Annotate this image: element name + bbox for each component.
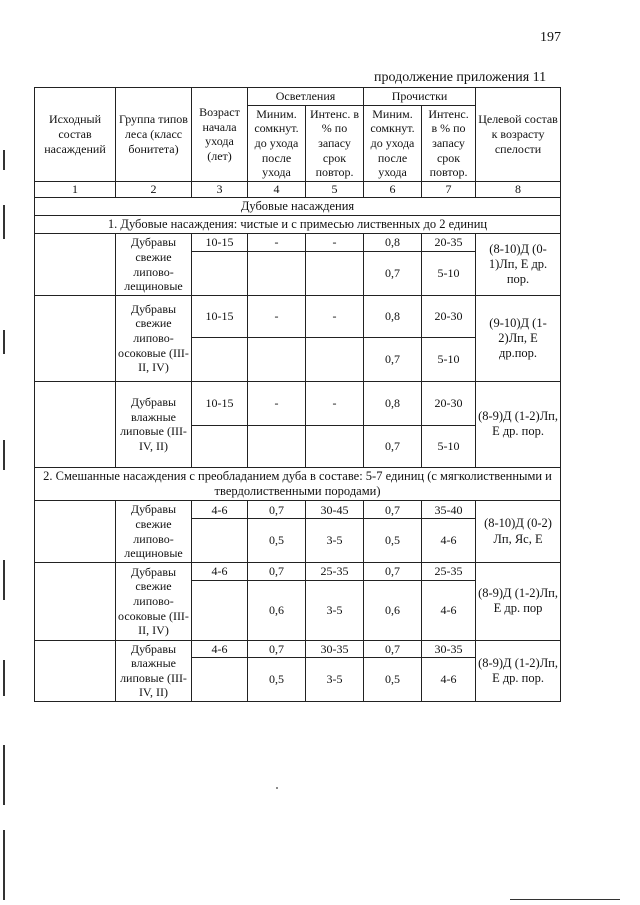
target-composition-cell: (8-9)Д (1-2)Лп, Е др. пор. [476,640,561,702]
section-title-row [35,197,561,215]
header-initial-composition: Исходный состав насаждений [35,88,116,182]
section2-title: 2. Смешанные насаждения с преобладанием дуба в составе: 5-7 единиц (с мягколиственными и твердолиственными породами) [35,467,561,501]
osv-min-cell [248,251,306,295]
target-composition-cell: (8-9)Д (1-2)Лп, Е др. пор [476,562,561,640]
osv-min-cell [248,337,306,381]
table-row [35,295,561,337]
start-age-cell: 4-6 [192,501,248,519]
osv-int-cell: 30-35 [306,640,364,658]
start-age-cell: 10-15 [192,295,248,337]
column-number: 6 [364,181,422,197]
appendix-caption: продолжение приложения 11 [374,70,547,85]
section1-title: 1. Дубовые насаждения: чистые и с примесью лиственных до 2 единиц [35,216,561,234]
initial-composition-cell [35,501,116,563]
pro-int-cell: 20-30 [422,295,476,337]
pro-int-cell: 5-10 [422,251,476,295]
thinning-table [34,87,561,702]
osv-int-cell: 25-35 [306,562,364,580]
initial-composition-cell [35,234,116,296]
forest-type-cell: Дубравы свежие липово-осоковые (III-II, IV) [116,295,192,381]
footer-rule [510,899,620,900]
pro-min-cell: 0,6 [364,580,422,640]
table-row [35,381,561,425]
pro-int-cell: 35-40 [422,501,476,519]
start-age-cell [192,251,248,295]
start-age-cell [192,658,248,702]
pro-min-cell: 0,5 [364,519,422,563]
osv-int-cell [306,337,364,381]
target-composition-cell: (8-10)Д (0-2) Лп, Яс, Е [476,501,561,563]
osv-min-cell: 0,7 [248,501,306,519]
osv-min-cell: - [248,234,306,252]
scan-edge-line [3,745,5,805]
header-pro-min-density: Миним. сомкнут. до ухода после ухода [364,105,422,181]
scan-edge-line [3,205,5,239]
initial-composition-cell [35,295,116,381]
column-number: 8 [476,181,561,197]
start-age-cell [192,337,248,381]
start-age-cell: 4-6 [192,640,248,658]
osv-int-cell: 30-45 [306,501,364,519]
pro-int-cell: 30-35 [422,640,476,658]
header-osv-min-density: Миним. сомкнут. до ухода после ухода [248,105,306,181]
pro-int-cell: 5-10 [422,425,476,467]
osv-int-cell [306,425,364,467]
osv-int-cell: - [306,234,364,252]
header-osvetleniya: Осветления [248,88,364,106]
osv-min-cell: 0,7 [248,562,306,580]
scan-edge-line [3,330,5,354]
pro-min-cell: 0,5 [364,658,422,702]
table-row [35,640,561,658]
table-row [35,501,561,519]
target-composition-cell: (8-9)Д (1-2)Лп, Е др. пор. [476,381,561,467]
table-row [35,562,561,580]
pro-min-cell: 0,7 [364,501,422,519]
header-forest-type-group: Группа типов леса (класс бонитета) [116,88,192,182]
forest-type-cell: Дубравы свежие липово-лещиновые [116,501,192,563]
section2-title-row [35,467,561,501]
pro-int-cell: 4-6 [422,658,476,702]
pro-min-cell: 0,7 [364,562,422,580]
scan-edge-line [3,150,5,170]
initial-composition-cell [35,640,116,702]
pro-int-cell: 4-6 [422,519,476,563]
osv-min-cell: 0,6 [248,580,306,640]
start-age-cell [192,519,248,563]
pro-min-cell: 0,8 [364,381,422,425]
scan-edge-line [3,440,5,470]
pro-min-cell: 0,7 [364,425,422,467]
column-number: 2 [116,181,192,197]
column-number: 7 [422,181,476,197]
osv-int-cell: 3-5 [306,519,364,563]
scan-edge-line [3,560,5,600]
start-age-cell: 10-15 [192,234,248,252]
pro-min-cell: 0,8 [364,234,422,252]
osv-min-cell [248,425,306,467]
column-number-row [35,181,561,197]
scan-speck [276,787,278,789]
osv-min-cell: - [248,295,306,337]
osv-min-cell: - [248,381,306,425]
initial-composition-cell [35,381,116,467]
section1-title-row [35,216,561,234]
osv-int-cell: 3-5 [306,580,364,640]
target-composition-cell: (9-10)Д (1-2)Лп, Е др.пор. [476,295,561,381]
start-age-cell: 10-15 [192,381,248,425]
forest-type-cell: Дубравы влажные липовые (III-IV, II) [116,381,192,467]
start-age-cell: 4-6 [192,562,248,580]
column-number: 1 [35,181,116,197]
header-target-composition: Целевой состав к возрасту спелости [476,88,561,182]
scan-edge-line [3,830,5,900]
start-age-cell [192,580,248,640]
osv-int-cell: - [306,381,364,425]
header-row-groups [35,88,561,106]
osv-min-cell: 0,5 [248,519,306,563]
header-prochistki: Прочистки [364,88,476,106]
forest-type-cell: Дубравы свежие липово-осоковые (III-II, IV) [116,562,192,640]
osv-int-cell: 3-5 [306,658,364,702]
osv-int-cell [306,251,364,295]
pro-int-cell: 25-35 [422,562,476,580]
start-age-cell [192,425,248,467]
forest-type-cell: Дубравы свежие липово-лещиновые [116,234,192,296]
column-number: 5 [306,181,364,197]
header-start-age: Возраст начала ухода (лет) [192,88,248,182]
pro-min-cell: 0,7 [364,251,422,295]
pro-int-cell: 20-35 [422,234,476,252]
pro-int-cell: 4-6 [422,580,476,640]
target-composition-cell: (8-10)Д (0-1)Лп, Е др. пор. [476,234,561,296]
pro-min-cell: 0,7 [364,640,422,658]
osv-int-cell: - [306,295,364,337]
pro-min-cell: 0,8 [364,295,422,337]
section-title: Дубовые насаждения [35,197,561,215]
pro-min-cell: 0,7 [364,337,422,381]
page-number: 197 [540,30,561,45]
column-number: 4 [248,181,306,197]
pro-int-cell: 20-30 [422,381,476,425]
header-pro-intensity: Интенс. в % по запасу срок повтор. [422,105,476,181]
initial-composition-cell [35,562,116,640]
osv-min-cell: 0,5 [248,658,306,702]
column-number: 3 [192,181,248,197]
forest-type-cell: Дубравы влажные липовые (III-IV, II) [116,640,192,702]
scan-edge-line [3,660,5,696]
pro-int-cell: 5-10 [422,337,476,381]
osv-min-cell: 0,7 [248,640,306,658]
header-osv-intensity: Интенс. в % по запасу срок повтор. [306,105,364,181]
table-row [35,234,561,252]
